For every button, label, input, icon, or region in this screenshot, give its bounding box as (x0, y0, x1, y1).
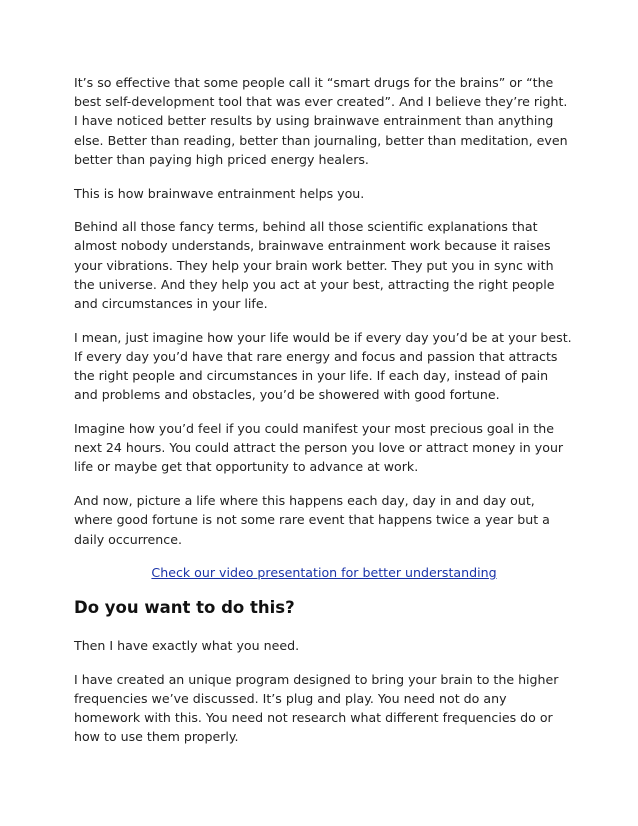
paragraph-what-you-need: Then I have exactly what you need. (74, 637, 300, 653)
document-page (74, 73, 574, 761)
paragraph-how-it-helps: This is how brainwave entrainment helps you. (74, 185, 365, 201)
video-link-line (74, 563, 574, 582)
paragraph-smart-drugs: It’s so effective that some people call it “smart drugs for the brains” or “the best self-development tool that was ever created”. And I believe they’re right. I have noticed better results by using brainwave entrainment than anything else. Better than reading, better than journaling, better than meditation, even better than paying high priced energy healers. (74, 75, 568, 167)
paragraph-raises-vibrations: Behind all those fancy terms, behind all those scientific explanations that almost nobody understands, brainwave entrainment work because it raises your vibrations. They help your brain work better. They put you in sync with the universe. And they help you act at your best, attracting the right people and circumstances in your life. (74, 219, 555, 312)
paragraph-imagine-best: I mean, just imagine how your life would be if every day you’d be at your best. If every day you’d have that rare energy and focus and passion that attracts the right people and circumstances in your life. If each day, instead of pain and problems and obstacles, you’d be showered with good fortune. (74, 329, 572, 403)
paragraph-unique-program: I have created an unique program designed to bring your brain to the higher frequencies we’ve discussed. It’s plug and play. You need not do any homework with this. You need not research what different frequencies do or how to use them properly. (74, 671, 559, 745)
paragraph-manifest-goal: Imagine how you’d feel if you could manifest your most precious goal in the next 24 hours. You could attract the person you love or attract money in your life or maybe get that opportunity to advance at work. (74, 421, 564, 475)
paragraph-good-fortune: And now, picture a life where this happens each day, day in and day out, where good fortune is not some rare event that happens twice a year but a daily occurrence. (74, 493, 550, 547)
video-presentation-link[interactable]: Check our video presentation for better understanding (151, 565, 497, 581)
section-heading: Do you want to do this? (74, 597, 295, 617)
